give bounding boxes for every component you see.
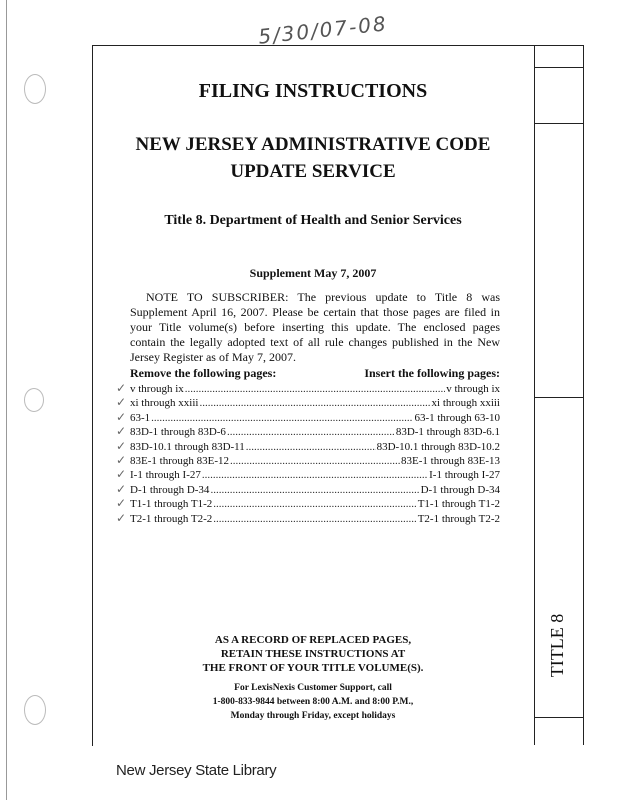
record-line: AS A RECORD OF REPLACED PAGES, <box>214 634 412 646</box>
leader-dots <box>202 469 428 481</box>
insert-pages-cell: 83D-1 through 83D-6.1 <box>395 426 500 439</box>
handwritten-date-note: 5/30/07-08 <box>257 11 389 49</box>
check-mark-icon: ✓ <box>116 424 127 439</box>
leader-dots <box>151 412 413 424</box>
subscriber-note-text: NOTE TO SUBSCRIBER: The previous update to Title 8 was Supplement April 16, 2007. Please be certain that those pages are filed in your Title volume(s) before inserting this update. The enclosed pages contain the legally adopted text of all rule changes published in the New Jersey Register as of May 7, 2007. <box>130 290 500 364</box>
punch-hole-mark <box>24 74 46 104</box>
table-row <box>130 412 500 426</box>
table-row <box>130 426 500 440</box>
table-row <box>130 469 500 483</box>
title-subtitle: Title 8. Department of Health and Senior Services <box>164 213 462 228</box>
page-title: FILING INSTRUCTIONS <box>198 80 428 102</box>
table-row <box>130 441 500 455</box>
check-mark-icon: ✓ <box>116 395 127 410</box>
remove-pages-cell: T1-1 through T1-2 <box>130 498 213 511</box>
code-title-line: UPDATE SERVICE <box>230 161 396 182</box>
table-row <box>130 513 500 527</box>
code-title-line: NEW JERSEY ADMINISTRATIVE CODE <box>135 134 491 155</box>
leader-dots <box>246 441 376 453</box>
strip-tick <box>535 717 583 718</box>
record-instructions <box>92 633 534 675</box>
insert-pages-cell: I-1 through I-27 <box>429 469 500 482</box>
support-line: 1-800-833-9844 between 8:00 A.M. and 8:00 P.M., <box>212 697 414 707</box>
leader-dots <box>227 426 395 438</box>
check-mark-icon: ✓ <box>116 453 127 467</box>
check-mark-icon: ✓ <box>116 481 127 496</box>
strip-tick <box>535 123 583 124</box>
strip-tick <box>535 397 583 398</box>
insert-pages-cell: 83D-10.1 through 83D-10.2 <box>376 440 500 453</box>
title-tab-label: TITLE 8 <box>547 613 568 677</box>
check-mark-icon: ✓ <box>116 381 127 395</box>
table-row <box>130 383 500 397</box>
leader-dots <box>213 498 416 510</box>
check-mark-icon: ✓ <box>116 496 127 511</box>
insert-pages-cell: T1-1 through T1-2 <box>417 498 500 511</box>
remove-pages-cell: v through ix <box>130 383 184 395</box>
scan-edge-line <box>6 0 7 800</box>
remove-pages-cell: I-1 through I-27 <box>130 469 201 482</box>
remove-pages-cell: D-1 through D-34 <box>130 483 210 496</box>
check-mark-icon: ✓ <box>116 438 127 453</box>
check-mark-icon: ✓ <box>116 409 127 424</box>
table-row <box>130 498 500 512</box>
subscriber-note <box>130 290 500 365</box>
insert-pages-cell: xi through xxiii <box>431 397 500 410</box>
strip-tick <box>535 67 583 68</box>
support-line: Monday through Friday, except holidays <box>230 711 396 721</box>
leader-dots <box>185 383 445 395</box>
insert-pages-cell: T2-1 through T2-2 <box>417 512 500 525</box>
insert-pages-cell: 63-1 through 63-10 <box>414 411 500 424</box>
remove-pages-cell: 83D-10.1 through 83D-11 <box>130 440 245 453</box>
table-row <box>130 455 500 469</box>
remove-pages-cell: T2-1 through T2-2 <box>130 512 213 525</box>
insert-header: Insert the following pages: <box>364 366 500 380</box>
insert-pages-cell: D-1 through D-34 <box>420 483 500 496</box>
support-line: For LexisNexis Customer Support, call <box>234 683 392 693</box>
remove-pages-cell: 83E-1 through 83E-12 <box>130 455 229 467</box>
library-footer: New Jersey State Library <box>116 762 277 779</box>
filing-columns-header <box>130 366 500 381</box>
check-mark-icon: ✓ <box>116 467 127 482</box>
leader-dots <box>213 513 416 525</box>
check-mark-icon: ✓ <box>116 510 127 525</box>
leader-dots <box>210 484 419 496</box>
table-row <box>130 397 500 411</box>
supplement-date: Supplement May 7, 2007 <box>249 266 377 280</box>
remove-header: Remove the following pages: <box>130 366 277 380</box>
leader-dots <box>199 397 430 409</box>
punch-hole-mark <box>24 695 46 725</box>
table-row <box>130 484 500 498</box>
remove-pages-cell: 63-1 <box>130 411 151 424</box>
record-line: THE FRONT OF YOUR TITLE VOLUME(S). <box>202 662 424 674</box>
customer-support <box>92 681 534 723</box>
remove-pages-cell: 83D-1 through 83D-6 <box>130 426 226 439</box>
insert-pages-cell: v through ix <box>446 383 500 395</box>
record-line: RETAIN THESE INSTRUCTIONS AT <box>220 648 406 660</box>
leader-dots <box>230 455 400 467</box>
code-title <box>92 131 534 185</box>
remove-pages-cell: xi through xxiii <box>130 397 199 410</box>
insert-pages-cell: 83E-1 through 83E-13 <box>401 455 500 467</box>
punch-hole-mark <box>24 388 44 412</box>
